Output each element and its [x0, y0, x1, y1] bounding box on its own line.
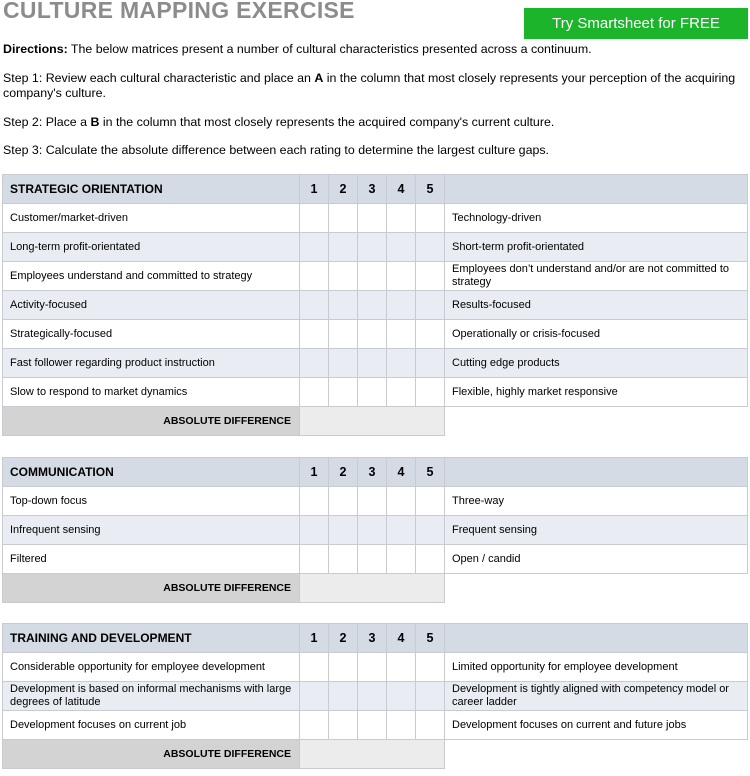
rating-cell-1[interactable] — [300, 545, 329, 574]
header-blank — [445, 624, 748, 653]
rating-cell-5[interactable] — [416, 233, 445, 262]
absolute-difference-input[interactable] — [300, 740, 445, 769]
rating-cell-4[interactable] — [387, 320, 416, 349]
characteristic-left: Development focuses on current job — [3, 711, 300, 740]
characteristic-left: Fast follower regarding product instruction — [3, 349, 300, 378]
table-row — [3, 653, 748, 682]
table-row — [3, 320, 748, 349]
table-row — [3, 487, 748, 516]
rating-cell-1[interactable] — [300, 349, 329, 378]
rating-table — [2, 623, 748, 769]
rating-cell-2[interactable] — [329, 516, 358, 545]
characteristic-right: Limited opportunity for employee development — [445, 653, 748, 682]
section-training-development — [2, 623, 747, 769]
absolute-difference-row — [3, 574, 748, 603]
table-row — [3, 711, 748, 740]
absolute-difference-label: ABSOLUTE DIFFERENCE — [3, 574, 300, 603]
scale-header-2: 2 — [329, 175, 358, 204]
rating-cell-3[interactable] — [358, 682, 387, 711]
rating-cell-4[interactable] — [387, 291, 416, 320]
rating-cell-4[interactable] — [387, 262, 416, 291]
characteristic-right: Three-way — [445, 487, 748, 516]
rating-cell-5[interactable] — [416, 320, 445, 349]
absolute-difference-input[interactable] — [300, 407, 445, 436]
characteristic-left: Slow to respond to market dynamics — [3, 378, 300, 407]
rating-cell-4[interactable] — [387, 349, 416, 378]
rating-cell-5[interactable] — [416, 378, 445, 407]
characteristic-left: Considerable opportunity for employee development — [3, 653, 300, 682]
absolute-difference-row — [3, 740, 748, 769]
characteristic-left: Activity-focused — [3, 291, 300, 320]
section-strategic-orientation — [2, 174, 747, 436]
characteristic-right: Frequent sensing — [445, 516, 748, 545]
empty-cell — [445, 574, 748, 603]
rating-cell-2[interactable] — [329, 349, 358, 378]
rating-cell-1[interactable] — [300, 378, 329, 407]
rating-cell-3[interactable] — [358, 711, 387, 740]
scale-header-4: 4 — [387, 624, 416, 653]
step-1-text-b: in the column that most closely represents your perception of the acquiring company's culture. — [3, 71, 736, 100]
rating-cell-1[interactable] — [300, 653, 329, 682]
scale-header-2: 2 — [329, 458, 358, 487]
section-title: TRAINING AND DEVELOPMENT — [3, 624, 300, 653]
rating-cell-2[interactable] — [329, 320, 358, 349]
scale-header-1: 1 — [300, 624, 329, 653]
page-title: CULTURE MAPPING EXERCISE — [3, 0, 355, 23]
rating-cell-2[interactable] — [329, 487, 358, 516]
header-blank — [445, 458, 748, 487]
rating-cell-2[interactable] — [329, 378, 358, 407]
characteristic-right: Employees don’t understand and/or are not committed to strategy — [445, 262, 748, 291]
characteristic-left: Employees understand and committed to strategy — [3, 262, 300, 291]
characteristic-right: Operationally or crisis-focused — [445, 320, 748, 349]
table-row — [3, 378, 748, 407]
step-2-text-a: Step 2: Place a — [3, 115, 91, 129]
characteristic-right: Technology-driven — [445, 204, 748, 233]
characteristic-left: Customer/market-driven — [3, 204, 300, 233]
rating-cell-5[interactable] — [416, 349, 445, 378]
table-row — [3, 682, 748, 711]
rating-cell-4[interactable] — [387, 204, 416, 233]
rating-cell-2[interactable] — [329, 711, 358, 740]
scale-header-5: 5 — [416, 175, 445, 204]
characteristic-right: Flexible, highly market responsive — [445, 378, 748, 407]
table-row — [3, 545, 748, 574]
rating-cell-4[interactable] — [387, 711, 416, 740]
scale-header-1: 1 — [300, 458, 329, 487]
rating-cell-4[interactable] — [387, 653, 416, 682]
scale-header-2: 2 — [329, 624, 358, 653]
rating-cell-5[interactable] — [416, 711, 445, 740]
rating-cell-2[interactable] — [329, 653, 358, 682]
rating-cell-3[interactable] — [358, 262, 387, 291]
scale-header-5: 5 — [416, 624, 445, 653]
rating-cell-2[interactable] — [329, 682, 358, 711]
rating-cell-1[interactable] — [300, 711, 329, 740]
step-1 — [3, 71, 743, 101]
rating-cell-1[interactable] — [300, 204, 329, 233]
characteristic-left: Long-term profit-orientated — [3, 233, 300, 262]
characteristic-right: Open / candid — [445, 545, 748, 574]
scale-header-4: 4 — [387, 175, 416, 204]
try-smartsheet-button[interactable]: Try Smartsheet for FREE — [524, 8, 748, 39]
rating-table — [2, 174, 748, 436]
rating-cell-1[interactable] — [300, 262, 329, 291]
rating-cell-1[interactable] — [300, 516, 329, 545]
rating-cell-1[interactable] — [300, 320, 329, 349]
rating-cell-5[interactable] — [416, 545, 445, 574]
rating-cell-2[interactable] — [329, 545, 358, 574]
rating-cell-5[interactable] — [416, 291, 445, 320]
table-header — [3, 175, 748, 204]
rating-table — [2, 457, 748, 603]
rating-cell-3[interactable] — [358, 516, 387, 545]
rating-cell-3[interactable] — [358, 349, 387, 378]
rating-cell-5[interactable] — [416, 516, 445, 545]
table-row — [3, 516, 748, 545]
step-2-text-b: in the column that most closely represents the acquired company's current culture. — [99, 115, 555, 129]
rating-cell-3[interactable] — [358, 487, 387, 516]
characteristic-right: Results-focused — [445, 291, 748, 320]
rating-cell-2[interactable] — [329, 262, 358, 291]
table-row — [3, 349, 748, 378]
scale-header-5: 5 — [416, 458, 445, 487]
rating-cell-2[interactable] — [329, 204, 358, 233]
section-communication — [2, 457, 747, 603]
characteristic-left: Top-down focus — [3, 487, 300, 516]
rating-cell-5[interactable] — [416, 487, 445, 516]
rating-cell-1[interactable] — [300, 233, 329, 262]
absolute-difference-label: ABSOLUTE DIFFERENCE — [3, 407, 300, 436]
rating-cell-4[interactable] — [387, 545, 416, 574]
rating-cell-4[interactable] — [387, 487, 416, 516]
rating-cell-3[interactable] — [358, 233, 387, 262]
table-header — [3, 624, 748, 653]
absolute-difference-label: ABSOLUTE DIFFERENCE — [3, 740, 300, 769]
table-row — [3, 262, 748, 291]
step-3: Step 3: Calculate the absolute difference between each rating to determine the largest culture gaps. — [3, 143, 549, 157]
step-1-text-a: Step 1: Review each cultural characteristic and place an — [3, 71, 315, 85]
characteristic-right: Cutting edge products — [445, 349, 748, 378]
empty-cell — [445, 740, 748, 769]
rating-cell-3[interactable] — [358, 320, 387, 349]
rating-cell-4[interactable] — [387, 516, 416, 545]
step-2 — [3, 115, 743, 130]
table-header — [3, 458, 748, 487]
step-1-bold: A — [314, 71, 324, 85]
scale-header-4: 4 — [387, 458, 416, 487]
characteristic-left: Infrequent sensing — [3, 516, 300, 545]
rating-cell-4[interactable] — [387, 233, 416, 262]
characteristic-left: Strategically-focused — [3, 320, 300, 349]
header-blank — [445, 175, 748, 204]
rating-cell-2[interactable] — [329, 233, 358, 262]
rating-cell-4[interactable] — [387, 682, 416, 711]
rating-cell-3[interactable] — [358, 378, 387, 407]
table-row — [3, 291, 748, 320]
rating-cell-5[interactable] — [416, 262, 445, 291]
characteristic-left: Filtered — [3, 545, 300, 574]
characteristic-right: Development focuses on current and future jobs — [445, 711, 748, 740]
rating-cell-3[interactable] — [358, 653, 387, 682]
rating-cell-1[interactable] — [300, 487, 329, 516]
rating-cell-5[interactable] — [416, 204, 445, 233]
scale-header-3: 3 — [358, 175, 387, 204]
scale-header-1: 1 — [300, 175, 329, 204]
directions-text — [3, 42, 743, 57]
table-row — [3, 204, 748, 233]
absolute-difference-input[interactable] — [300, 574, 445, 603]
rating-cell-5[interactable] — [416, 653, 445, 682]
rating-cell-3[interactable] — [358, 545, 387, 574]
rating-cell-3[interactable] — [358, 204, 387, 233]
absolute-difference-row — [3, 407, 748, 436]
empty-cell — [445, 407, 748, 436]
characteristic-right: Development is tightly aligned with competency model or career ladder — [445, 682, 748, 711]
rating-cell-4[interactable] — [387, 378, 416, 407]
scale-header-3: 3 — [358, 624, 387, 653]
scale-header-3: 3 — [358, 458, 387, 487]
directions-body: The below matrices present a number of cultural characteristics presented across a continuum. — [67, 42, 592, 56]
characteristic-right: Short-term profit-orientated — [445, 233, 748, 262]
directions-label: Directions: — [3, 42, 68, 56]
rating-cell-1[interactable] — [300, 682, 329, 711]
section-title: COMMUNICATION — [3, 458, 300, 487]
rating-cell-2[interactable] — [329, 291, 358, 320]
table-row — [3, 233, 748, 262]
characteristic-left: Development is based on informal mechanisms with large degrees of latitude — [3, 682, 300, 711]
rating-cell-5[interactable] — [416, 682, 445, 711]
rating-cell-1[interactable] — [300, 291, 329, 320]
rating-cell-3[interactable] — [358, 291, 387, 320]
section-title: STRATEGIC ORIENTATION — [3, 175, 300, 204]
step-2-bold: B — [90, 115, 100, 129]
